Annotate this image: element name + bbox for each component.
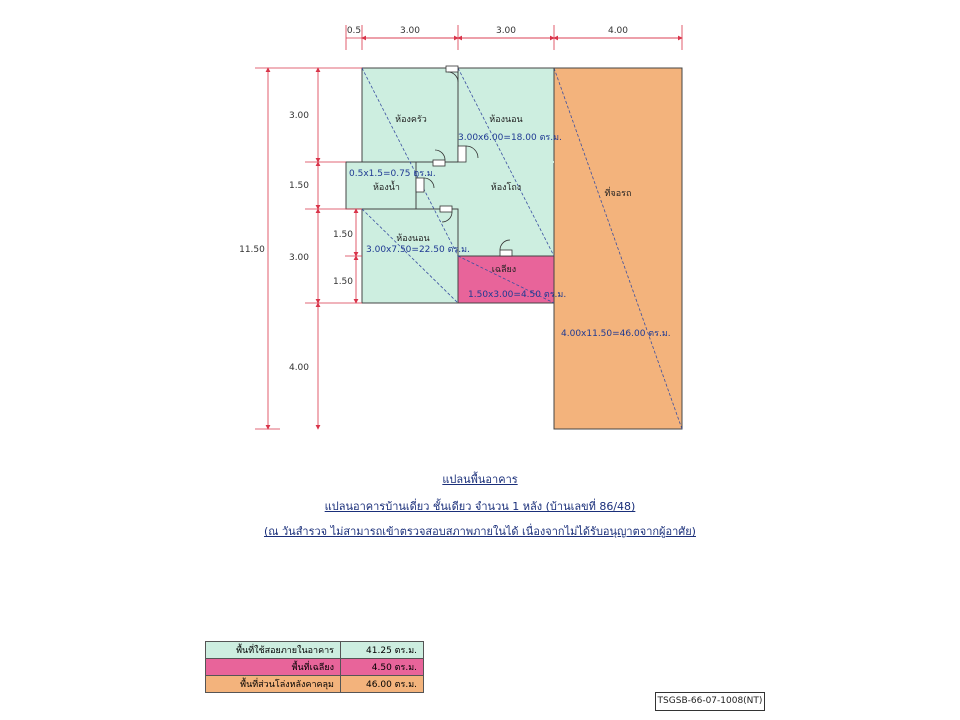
bedroom1-label: ห้องนอน — [489, 115, 523, 125]
dim-inner-2: 1.50 — [332, 277, 354, 287]
legend-row — [206, 676, 424, 693]
legend-row — [206, 659, 424, 676]
dim-left-4: 4.00 — [288, 363, 310, 373]
legend-label: พื้นที่เฉลียง — [206, 659, 341, 676]
dim-inner-1: 1.50 — [332, 230, 354, 240]
dim-left-total: 11.50 — [239, 245, 265, 255]
bedroom1-area-label: 3.00x6.00=18.00 ตร.ม. — [458, 133, 562, 143]
porch-area-label: 1.50x3.00=4.50 ตร.ม. — [468, 290, 567, 300]
dim-left-3: 3.00 — [288, 253, 310, 263]
plan-note: (ณ วันสำรวจ ไม่สามารถเข้าตรวจสอบสภาพภายในได้ เนื่องจากไม่ได้รับอนุญาตจากผู้อาศัย) — [264, 525, 696, 538]
legend-label: พื้นที่ส่วนโล่งหลังคาคลุม — [206, 676, 341, 693]
plan-title: แปลนพื้นอาคาร — [442, 473, 518, 486]
dim-top-4: 4.00 — [607, 26, 629, 36]
dim-top-3: 3.00 — [495, 26, 517, 36]
bathroom-label: ห้องน้ำ — [373, 183, 400, 193]
plan-subtitle: แปลนอาคารบ้านเดี่ยว ชั้นเดียว จำนวน 1 หลัง (บ้านเลขที่ 86/48) — [324, 500, 636, 513]
bedroom2-area-label: 3.00x7.50=22.50 ตร.ม. — [366, 245, 470, 255]
dim-left-1: 3.00 — [288, 111, 310, 121]
legend-value: 46.00 ตร.ม. — [341, 676, 424, 693]
legend-value: 4.50 ตร.ม. — [341, 659, 424, 676]
hall-label: ห้องโถง — [490, 183, 522, 193]
dim-top-2: 3.00 — [399, 26, 421, 36]
bathroom-area-label: 0.5x1.5=0.75 ตร.ม. — [349, 169, 436, 179]
dim-top-1: 0.5 — [346, 26, 362, 36]
porch-label: เฉลียง — [491, 265, 517, 275]
parking-area-label: 4.00x11.50=46.00 ตร.ม. — [561, 329, 671, 339]
left-total-dimension — [255, 68, 362, 429]
area-legend — [205, 641, 424, 693]
legend-value: 41.25 ตร.ม. — [341, 642, 424, 659]
left-segment-dimension — [305, 68, 362, 429]
kitchen-label: ห้องครัว — [395, 115, 427, 125]
legend-row — [206, 642, 424, 659]
parking-label: ที่จอรถ — [604, 189, 632, 199]
bedroom2-label: ห้องนอน — [396, 234, 430, 244]
dim-left-2: 1.50 — [288, 181, 310, 191]
legend-label: พื้นที่ใช้สอยภายในอาคาร — [206, 642, 341, 659]
document-code: TSGSB-66-07-1008(NT) — [655, 692, 765, 711]
